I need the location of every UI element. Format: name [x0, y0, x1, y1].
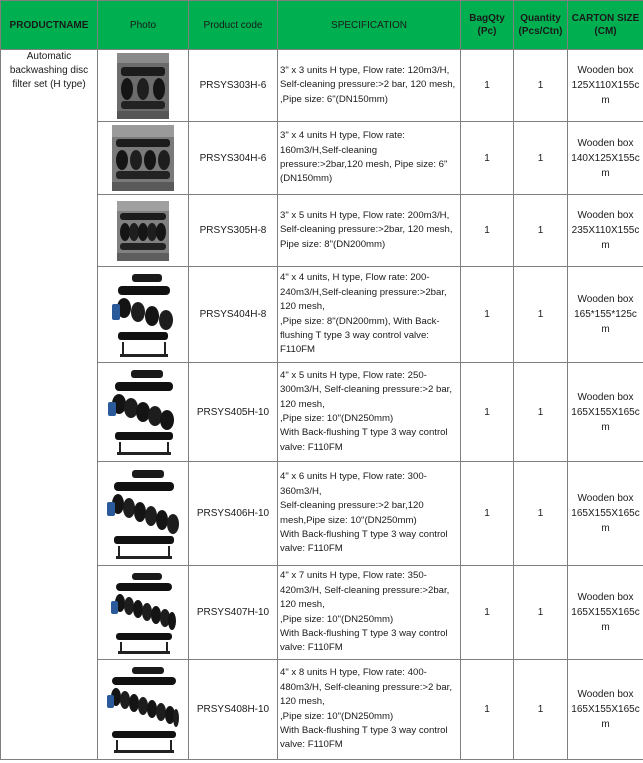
product-code: PRSYS305H-8 [189, 195, 278, 267]
header-specification: SPECIFICATION [278, 1, 461, 50]
product-code: PRSYS303H-6 [189, 50, 278, 122]
header-product-name: PRODUCTNAME [1, 1, 98, 50]
product-code: PRSYS407H-10 [189, 566, 278, 660]
product-code: PRSYS406H-10 [189, 462, 278, 566]
carton-size: Wooden box 165X155X165cm [568, 660, 643, 760]
table-row [1, 122, 643, 195]
specification: 4" x 4 units, H type, Flow rate: 200-240m3/H,Self-cleaning pressure:>2bar, 120 mesh, ,Pipe size: 8"(DN200mm), With Back-flushing T type 3 way control valve: F110FM [278, 267, 461, 363]
specification: 3" x 4 units H type, Flow rate: 160m3/H,Self-cleaning pressure:>2bar,120 mesh, Pipe size: 6"(DN150mm) [278, 122, 461, 195]
product-photo [98, 363, 189, 462]
product-code: PRSYS405H-10 [189, 363, 278, 462]
quantity: 1 [514, 363, 568, 462]
carton-size: Wooden box 125X110X155cm [568, 50, 643, 122]
specification: 4" x 8 units H type, Flow rate: 400-480m3/H, Self-cleaning pressure:>2 bar, 120 mesh, ,Pipe size: 10"(DN250mm) With Back-flushing T type 3 way control valve: F110FM [278, 660, 461, 760]
quantity: 1 [514, 660, 568, 760]
product-code: PRSYS404H-8 [189, 267, 278, 363]
table-row [1, 660, 643, 760]
bag-qty: 1 [461, 122, 514, 195]
bag-qty: 1 [461, 50, 514, 122]
product-photo [98, 122, 189, 195]
product-code: PRSYS408H-10 [189, 660, 278, 760]
product-code: PRSYS304H-6 [189, 122, 278, 195]
header-photo: Photo [98, 1, 189, 50]
bag-qty: 1 [461, 267, 514, 363]
specification: 4" x 7 units H type, Flow rate: 350-420m3/H, Self-cleaning pressure:>2bar, 120 mesh, ,Pipe size: 10"(DN250mm) With Back-flushing T type 3 way control valve: F110FM [278, 566, 461, 660]
filter-photo-icon [106, 468, 180, 560]
quantity: 1 [514, 462, 568, 566]
carton-size: Wooden box 165*155*125cm [568, 267, 643, 363]
quantity: 1 [514, 566, 568, 660]
product-photo [98, 50, 189, 122]
table-row [1, 50, 643, 122]
quantity: 1 [514, 267, 568, 363]
bag-qty: 1 [461, 660, 514, 760]
carton-size: Wooden box 235X110X155cm [568, 195, 643, 267]
product-photo [98, 566, 189, 660]
header-bag-qty: BagQty (Pc) [461, 1, 514, 50]
carton-size: Wooden box 165X155X165cm [568, 363, 643, 462]
header-row [1, 1, 643, 50]
carton-size: Wooden box 140X125X155cm [568, 122, 643, 195]
product-photo [98, 195, 189, 267]
carton-size: Wooden box 165X155X165cm [568, 462, 643, 566]
filter-photo-icon [110, 571, 176, 655]
filter-photo-icon [117, 201, 169, 261]
quantity: 1 [514, 122, 568, 195]
table-row [1, 363, 643, 462]
header-carton-size: CARTON SIZE (CM) [568, 1, 643, 50]
header-quantity: Quantity (Pcs/Ctn) [514, 1, 568, 50]
specification: 3" x 5 units H type, Flow rate: 200m3/H, Self-cleaning pressure:>2bar, 120 mesh, Pipe size: 8"(DN200mm) [278, 195, 461, 267]
table-row [1, 267, 643, 363]
bag-qty: 1 [461, 363, 514, 462]
quantity: 1 [514, 195, 568, 267]
carton-size: Wooden box 165X155X165cm [568, 566, 643, 660]
product-name-cell: Automatic backwashing disc filter set (H type) [1, 50, 98, 760]
specification: 4" x 6 units H type, Flow rate: 300-360m3/H, Self-cleaning pressure:>2 bar,120 mesh,Pipe size: 10"(DN250mm) With Back-flushing T type 3 way control valve: F110FM [278, 462, 461, 566]
filter-photo-icon [106, 665, 180, 755]
specification: 4" x 5 units H type, Flow rate: 250-300m3/H, Self-cleaning pressure:>2 bar, 120 mesh, ,Pipe size: 10"(DN250mm) With Back-flushing T type 3 way control valve: F110FM [278, 363, 461, 462]
bag-qty: 1 [461, 462, 514, 566]
product-photo [98, 267, 189, 363]
specification: 3" x 3 units H type, Flow rate: 120m3/H, Self-cleaning pressure:>2 bar, 120 mesh, ,Pipe size: 6"(DN150mm) [278, 50, 461, 122]
quantity: 1 [514, 50, 568, 122]
bag-qty: 1 [461, 566, 514, 660]
table-row [1, 195, 643, 267]
product-photo [98, 660, 189, 760]
filter-photo-icon [110, 272, 176, 358]
product-photo [98, 462, 189, 566]
table-row [1, 566, 643, 660]
filter-photo-icon [112, 125, 174, 191]
header-product-code: Product code [189, 1, 278, 50]
bag-qty: 1 [461, 195, 514, 267]
filter-photo-icon [117, 53, 169, 119]
table-row [1, 462, 643, 566]
filter-photo-icon [107, 368, 179, 456]
